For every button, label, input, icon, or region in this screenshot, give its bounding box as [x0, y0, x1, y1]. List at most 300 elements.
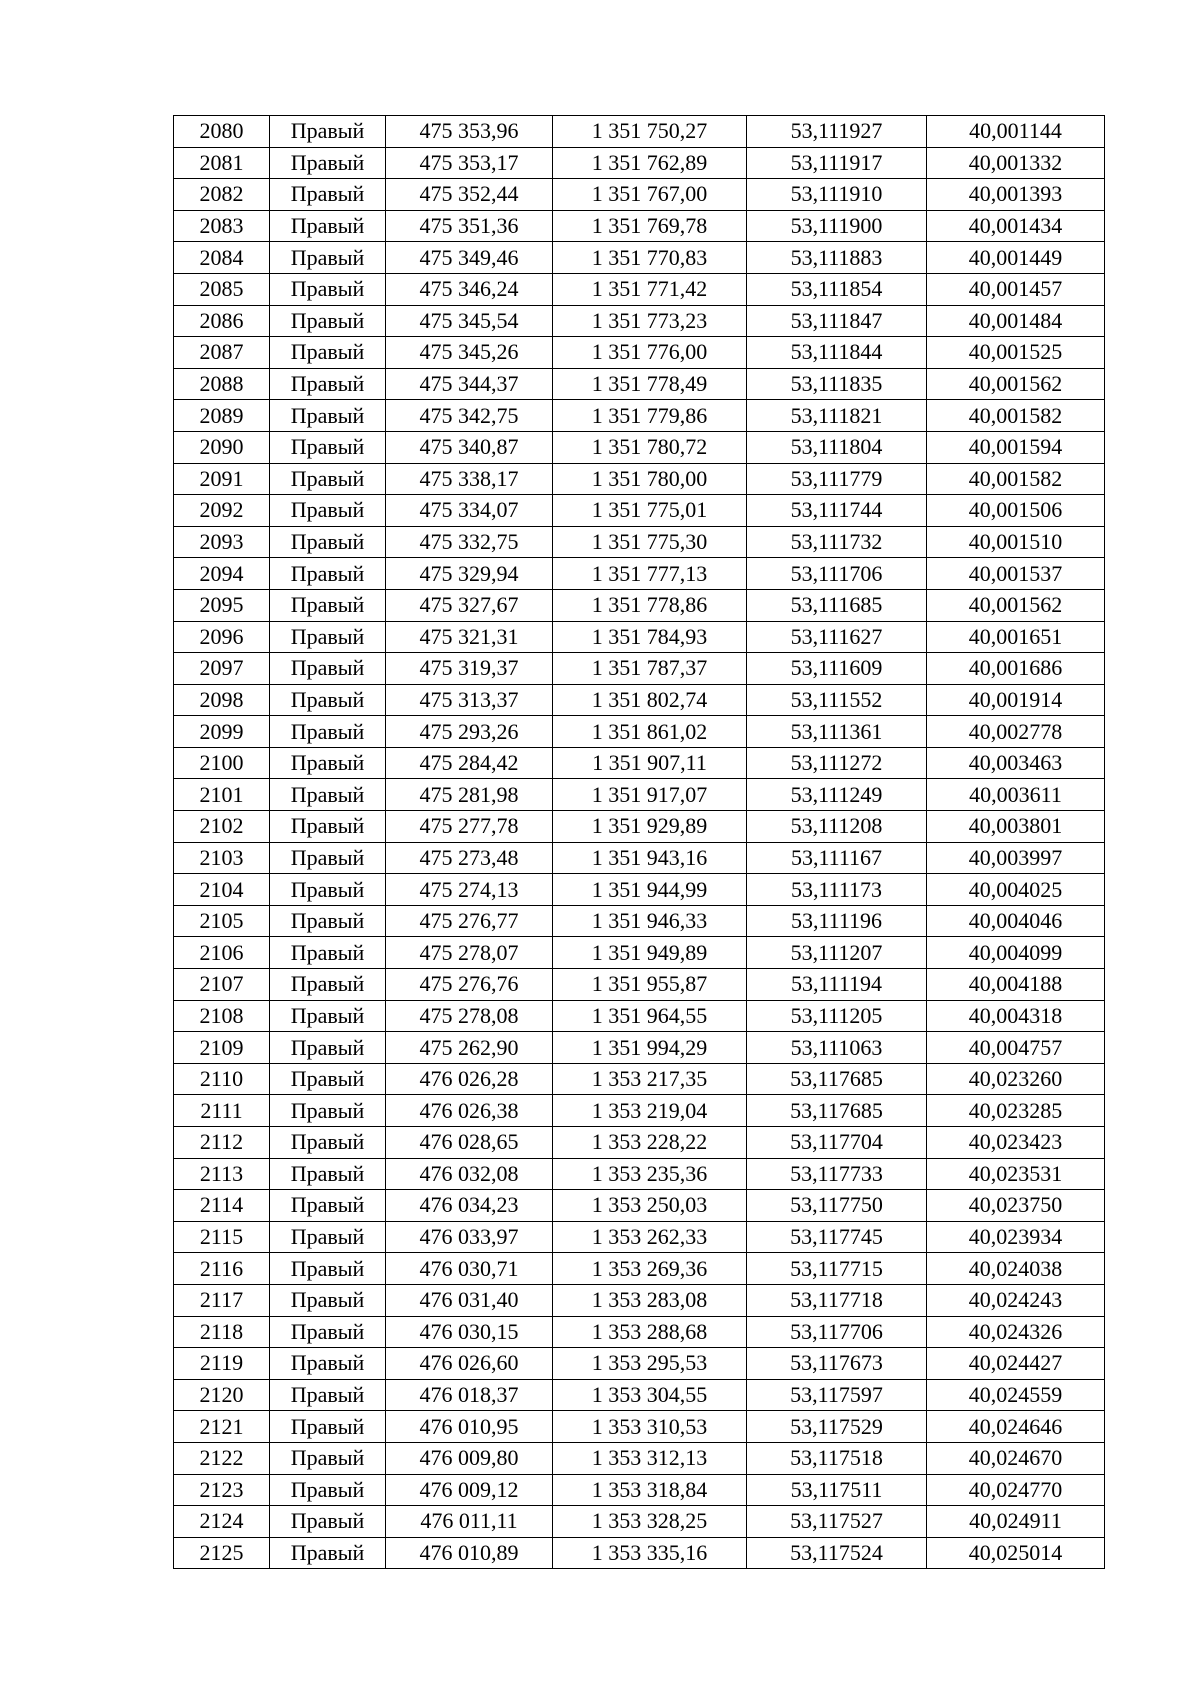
longitude-cell: 40,003997 — [927, 842, 1105, 874]
y-coordinate-cell: 1 351 949,89 — [553, 937, 747, 969]
latitude-cell: 53,117745 — [747, 1221, 927, 1253]
longitude-cell: 40,004757 — [927, 1032, 1105, 1064]
side-cell: Правый — [270, 305, 386, 337]
longitude-cell: 40,024243 — [927, 1284, 1105, 1316]
point-number-cell: 2094 — [174, 558, 270, 590]
side-cell: Правый — [270, 1284, 386, 1316]
table-row — [174, 1379, 1105, 1411]
y-coordinate-cell: 1 351 784,93 — [553, 621, 747, 653]
longitude-cell: 40,024326 — [927, 1316, 1105, 1348]
latitude-cell: 53,111208 — [747, 811, 927, 843]
table-row — [174, 147, 1105, 179]
longitude-cell: 40,023531 — [927, 1158, 1105, 1190]
longitude-cell: 40,004188 — [927, 969, 1105, 1001]
table-row — [174, 526, 1105, 558]
table-row — [174, 400, 1105, 432]
point-number-cell: 2095 — [174, 589, 270, 621]
latitude-cell: 53,111207 — [747, 937, 927, 969]
point-number-cell: 2117 — [174, 1284, 270, 1316]
table-row — [174, 179, 1105, 211]
table-row — [174, 842, 1105, 874]
table-row — [174, 779, 1105, 811]
side-cell: Правый — [270, 147, 386, 179]
side-cell: Правый — [270, 1474, 386, 1506]
point-number-cell: 2097 — [174, 653, 270, 685]
side-cell: Правый — [270, 1063, 386, 1095]
x-coordinate-cell: 475 345,54 — [386, 305, 553, 337]
x-coordinate-cell: 476 009,12 — [386, 1474, 553, 1506]
latitude-cell: 53,117511 — [747, 1474, 927, 1506]
side-cell: Правый — [270, 179, 386, 211]
point-number-cell: 2093 — [174, 526, 270, 558]
coordinates-table-body — [174, 116, 1105, 1569]
x-coordinate-cell: 476 034,23 — [386, 1190, 553, 1222]
latitude-cell: 53,111835 — [747, 368, 927, 400]
x-coordinate-cell: 475 278,07 — [386, 937, 553, 969]
longitude-cell: 40,023934 — [927, 1221, 1105, 1253]
point-number-cell: 2120 — [174, 1379, 270, 1411]
y-coordinate-cell: 1 353 228,22 — [553, 1127, 747, 1159]
y-coordinate-cell: 1 351 777,13 — [553, 558, 747, 590]
x-coordinate-cell: 475 327,67 — [386, 589, 553, 621]
x-coordinate-cell: 475 344,37 — [386, 368, 553, 400]
latitude-cell: 53,111194 — [747, 969, 927, 1001]
y-coordinate-cell: 1 351 779,86 — [553, 400, 747, 432]
longitude-cell: 40,001449 — [927, 242, 1105, 274]
point-number-cell: 2109 — [174, 1032, 270, 1064]
latitude-cell: 53,111917 — [747, 147, 927, 179]
point-number-cell: 2084 — [174, 242, 270, 274]
side-cell: Правый — [270, 1127, 386, 1159]
latitude-cell: 53,111609 — [747, 653, 927, 685]
point-number-cell: 2088 — [174, 368, 270, 400]
latitude-cell: 53,117704 — [747, 1127, 927, 1159]
table-row — [174, 905, 1105, 937]
point-number-cell: 2119 — [174, 1348, 270, 1380]
table-row — [174, 558, 1105, 590]
x-coordinate-cell: 476 028,65 — [386, 1127, 553, 1159]
x-coordinate-cell: 475 313,37 — [386, 684, 553, 716]
x-coordinate-cell: 475 277,78 — [386, 811, 553, 843]
y-coordinate-cell: 1 353 283,08 — [553, 1284, 747, 1316]
latitude-cell: 53,111779 — [747, 463, 927, 495]
side-cell: Правый — [270, 716, 386, 748]
longitude-cell: 40,001434 — [927, 210, 1105, 242]
y-coordinate-cell: 1 351 778,86 — [553, 589, 747, 621]
table-row — [174, 1190, 1105, 1222]
table-row — [174, 1032, 1105, 1064]
longitude-cell: 40,023423 — [927, 1127, 1105, 1159]
latitude-cell: 53,111927 — [747, 116, 927, 148]
side-cell: Правый — [270, 495, 386, 527]
point-number-cell: 2086 — [174, 305, 270, 337]
y-coordinate-cell: 1 351 802,74 — [553, 684, 747, 716]
x-coordinate-cell: 476 031,40 — [386, 1284, 553, 1316]
longitude-cell: 40,001144 — [927, 116, 1105, 148]
table-row — [174, 273, 1105, 305]
side-cell: Правый — [270, 1158, 386, 1190]
x-coordinate-cell: 475 293,26 — [386, 716, 553, 748]
point-number-cell: 2090 — [174, 431, 270, 463]
point-number-cell: 2111 — [174, 1095, 270, 1127]
latitude-cell: 53,111910 — [747, 179, 927, 211]
x-coordinate-cell: 475 284,42 — [386, 747, 553, 779]
longitude-cell: 40,003611 — [927, 779, 1105, 811]
point-number-cell: 2091 — [174, 463, 270, 495]
point-number-cell: 2098 — [174, 684, 270, 716]
side-cell: Правый — [270, 1442, 386, 1474]
x-coordinate-cell: 475 340,87 — [386, 431, 553, 463]
table-row — [174, 1537, 1105, 1569]
latitude-cell: 53,117685 — [747, 1095, 927, 1127]
latitude-cell: 53,111167 — [747, 842, 927, 874]
x-coordinate-cell: 475 353,17 — [386, 147, 553, 179]
latitude-cell: 53,117529 — [747, 1411, 927, 1443]
table-row — [174, 937, 1105, 969]
longitude-cell: 40,024670 — [927, 1442, 1105, 1474]
table-row — [174, 1348, 1105, 1380]
x-coordinate-cell: 476 009,80 — [386, 1442, 553, 1474]
point-number-cell: 2100 — [174, 747, 270, 779]
longitude-cell: 40,024038 — [927, 1253, 1105, 1285]
point-number-cell: 2089 — [174, 400, 270, 432]
y-coordinate-cell: 1 353 312,13 — [553, 1442, 747, 1474]
longitude-cell: 40,001506 — [927, 495, 1105, 527]
point-number-cell: 2118 — [174, 1316, 270, 1348]
latitude-cell: 53,117527 — [747, 1506, 927, 1538]
x-coordinate-cell: 475 274,13 — [386, 874, 553, 906]
x-coordinate-cell: 476 026,28 — [386, 1063, 553, 1095]
y-coordinate-cell: 1 353 295,53 — [553, 1348, 747, 1380]
side-cell: Правый — [270, 811, 386, 843]
point-number-cell: 2101 — [174, 779, 270, 811]
point-number-cell: 2104 — [174, 874, 270, 906]
x-coordinate-cell: 475 276,77 — [386, 905, 553, 937]
latitude-cell: 53,117597 — [747, 1379, 927, 1411]
side-cell: Правый — [270, 1506, 386, 1538]
point-number-cell: 2082 — [174, 179, 270, 211]
table-row — [174, 337, 1105, 369]
side-cell: Правый — [270, 1032, 386, 1064]
longitude-cell: 40,023260 — [927, 1063, 1105, 1095]
longitude-cell: 40,023750 — [927, 1190, 1105, 1222]
table-row — [174, 969, 1105, 1001]
x-coordinate-cell: 475 332,75 — [386, 526, 553, 558]
longitude-cell: 40,004046 — [927, 905, 1105, 937]
side-cell: Правый — [270, 1253, 386, 1285]
latitude-cell: 53,111844 — [747, 337, 927, 369]
table-row — [174, 431, 1105, 463]
table-row — [174, 1316, 1105, 1348]
longitude-cell: 40,001332 — [927, 147, 1105, 179]
point-number-cell: 2103 — [174, 842, 270, 874]
latitude-cell: 53,111196 — [747, 905, 927, 937]
x-coordinate-cell: 475 334,07 — [386, 495, 553, 527]
latitude-cell: 53,111744 — [747, 495, 927, 527]
latitude-cell: 53,111732 — [747, 526, 927, 558]
table-row — [174, 1284, 1105, 1316]
latitude-cell: 53,111847 — [747, 305, 927, 337]
y-coordinate-cell: 1 351 762,89 — [553, 147, 747, 179]
latitude-cell: 53,117706 — [747, 1316, 927, 1348]
point-number-cell: 2087 — [174, 337, 270, 369]
table-row — [174, 495, 1105, 527]
point-number-cell: 2099 — [174, 716, 270, 748]
longitude-cell: 40,024646 — [927, 1411, 1105, 1443]
latitude-cell: 53,111063 — [747, 1032, 927, 1064]
side-cell: Правый — [270, 621, 386, 653]
longitude-cell: 40,001651 — [927, 621, 1105, 653]
longitude-cell: 40,001582 — [927, 400, 1105, 432]
y-coordinate-cell: 1 353 328,25 — [553, 1506, 747, 1538]
point-number-cell: 2113 — [174, 1158, 270, 1190]
point-number-cell: 2083 — [174, 210, 270, 242]
x-coordinate-cell: 476 026,38 — [386, 1095, 553, 1127]
y-coordinate-cell: 1 351 955,87 — [553, 969, 747, 1001]
x-coordinate-cell: 476 010,95 — [386, 1411, 553, 1443]
point-number-cell: 2121 — [174, 1411, 270, 1443]
table-row — [174, 653, 1105, 685]
y-coordinate-cell: 1 351 964,55 — [553, 1000, 747, 1032]
point-number-cell: 2110 — [174, 1063, 270, 1095]
side-cell: Правый — [270, 463, 386, 495]
x-coordinate-cell: 475 319,37 — [386, 653, 553, 685]
y-coordinate-cell: 1 353 304,55 — [553, 1379, 747, 1411]
point-number-cell: 2115 — [174, 1221, 270, 1253]
side-cell: Правый — [270, 1379, 386, 1411]
latitude-cell: 53,111173 — [747, 874, 927, 906]
y-coordinate-cell: 1 351 778,49 — [553, 368, 747, 400]
latitude-cell: 53,111552 — [747, 684, 927, 716]
y-coordinate-cell: 1 353 235,36 — [553, 1158, 747, 1190]
longitude-cell: 40,001393 — [927, 179, 1105, 211]
side-cell: Правый — [270, 1000, 386, 1032]
y-coordinate-cell: 1 351 769,78 — [553, 210, 747, 242]
y-coordinate-cell: 1 351 787,37 — [553, 653, 747, 685]
y-coordinate-cell: 1 351 861,02 — [553, 716, 747, 748]
side-cell: Правый — [270, 937, 386, 969]
table-row — [174, 1411, 1105, 1443]
table-row — [174, 1253, 1105, 1285]
y-coordinate-cell: 1 351 907,11 — [553, 747, 747, 779]
side-cell: Правый — [270, 684, 386, 716]
table-row — [174, 368, 1105, 400]
longitude-cell: 40,024911 — [927, 1506, 1105, 1538]
longitude-cell: 40,025014 — [927, 1537, 1105, 1569]
x-coordinate-cell: 476 026,60 — [386, 1348, 553, 1380]
latitude-cell: 53,117718 — [747, 1284, 927, 1316]
x-coordinate-cell: 475 276,76 — [386, 969, 553, 1001]
table-row — [174, 463, 1105, 495]
point-number-cell: 2112 — [174, 1127, 270, 1159]
x-coordinate-cell: 475 346,24 — [386, 273, 553, 305]
point-number-cell: 2106 — [174, 937, 270, 969]
table-row — [174, 210, 1105, 242]
latitude-cell: 53,111821 — [747, 400, 927, 432]
side-cell: Правый — [270, 558, 386, 590]
x-coordinate-cell: 476 030,71 — [386, 1253, 553, 1285]
table-row — [174, 1095, 1105, 1127]
y-coordinate-cell: 1 351 767,00 — [553, 179, 747, 211]
longitude-cell: 40,001594 — [927, 431, 1105, 463]
y-coordinate-cell: 1 353 250,03 — [553, 1190, 747, 1222]
point-number-cell: 2096 — [174, 621, 270, 653]
point-number-cell: 2102 — [174, 811, 270, 843]
y-coordinate-cell: 1 351 771,42 — [553, 273, 747, 305]
longitude-cell: 40,001484 — [927, 305, 1105, 337]
table-row — [174, 1221, 1105, 1253]
latitude-cell: 53,117518 — [747, 1442, 927, 1474]
latitude-cell: 53,117750 — [747, 1190, 927, 1222]
table-row — [174, 305, 1105, 337]
table-row — [174, 874, 1105, 906]
point-number-cell: 2122 — [174, 1442, 270, 1474]
side-cell: Правый — [270, 653, 386, 685]
y-coordinate-cell: 1 353 288,68 — [553, 1316, 747, 1348]
y-coordinate-cell: 1 353 310,53 — [553, 1411, 747, 1443]
y-coordinate-cell: 1 351 943,16 — [553, 842, 747, 874]
table-row — [174, 747, 1105, 779]
y-coordinate-cell: 1 353 335,16 — [553, 1537, 747, 1569]
side-cell: Правый — [270, 1537, 386, 1569]
x-coordinate-cell: 476 010,89 — [386, 1537, 553, 1569]
x-coordinate-cell: 475 345,26 — [386, 337, 553, 369]
table-row — [174, 1000, 1105, 1032]
side-cell: Правый — [270, 747, 386, 779]
x-coordinate-cell: 475 349,46 — [386, 242, 553, 274]
x-coordinate-cell: 476 033,97 — [386, 1221, 553, 1253]
table-row — [174, 1063, 1105, 1095]
x-coordinate-cell: 475 321,31 — [386, 621, 553, 653]
y-coordinate-cell: 1 351 929,89 — [553, 811, 747, 843]
y-coordinate-cell: 1 353 262,33 — [553, 1221, 747, 1253]
longitude-cell: 40,024770 — [927, 1474, 1105, 1506]
point-number-cell: 2085 — [174, 273, 270, 305]
table-row — [174, 621, 1105, 653]
y-coordinate-cell: 1 351 780,00 — [553, 463, 747, 495]
side-cell: Правый — [270, 589, 386, 621]
side-cell: Правый — [270, 1221, 386, 1253]
latitude-cell: 53,111249 — [747, 779, 927, 811]
longitude-cell: 40,024559 — [927, 1379, 1105, 1411]
longitude-cell: 40,002778 — [927, 716, 1105, 748]
x-coordinate-cell: 476 032,08 — [386, 1158, 553, 1190]
point-number-cell: 2105 — [174, 905, 270, 937]
longitude-cell: 40,001537 — [927, 558, 1105, 590]
table-row — [174, 811, 1105, 843]
table-row — [174, 716, 1105, 748]
point-number-cell: 2081 — [174, 147, 270, 179]
latitude-cell: 53,117733 — [747, 1158, 927, 1190]
table-row — [174, 589, 1105, 621]
longitude-cell: 40,001562 — [927, 589, 1105, 621]
coordinates-table — [173, 115, 1105, 1569]
y-coordinate-cell: 1 351 917,07 — [553, 779, 747, 811]
longitude-cell: 40,023285 — [927, 1095, 1105, 1127]
side-cell: Правый — [270, 400, 386, 432]
point-number-cell: 2123 — [174, 1474, 270, 1506]
longitude-cell: 40,024427 — [927, 1348, 1105, 1380]
y-coordinate-cell: 1 351 776,00 — [553, 337, 747, 369]
latitude-cell: 53,117524 — [747, 1537, 927, 1569]
x-coordinate-cell: 476 011,11 — [386, 1506, 553, 1538]
side-cell: Правый — [270, 779, 386, 811]
longitude-cell: 40,001686 — [927, 653, 1105, 685]
point-number-cell: 2092 — [174, 495, 270, 527]
side-cell: Правый — [270, 431, 386, 463]
x-coordinate-cell: 476 018,37 — [386, 1379, 553, 1411]
latitude-cell: 53,111205 — [747, 1000, 927, 1032]
table-row — [174, 1506, 1105, 1538]
x-coordinate-cell: 475 273,48 — [386, 842, 553, 874]
side-cell: Правый — [270, 842, 386, 874]
side-cell: Правый — [270, 874, 386, 906]
longitude-cell: 40,001582 — [927, 463, 1105, 495]
longitude-cell: 40,001525 — [927, 337, 1105, 369]
latitude-cell: 53,117685 — [747, 1063, 927, 1095]
y-coordinate-cell: 1 351 944,99 — [553, 874, 747, 906]
longitude-cell: 40,003801 — [927, 811, 1105, 843]
y-coordinate-cell: 1 351 775,30 — [553, 526, 747, 558]
side-cell: Правый — [270, 969, 386, 1001]
y-coordinate-cell: 1 351 780,72 — [553, 431, 747, 463]
latitude-cell: 53,111361 — [747, 716, 927, 748]
x-coordinate-cell: 476 030,15 — [386, 1316, 553, 1348]
y-coordinate-cell: 1 353 269,36 — [553, 1253, 747, 1285]
latitude-cell: 53,111706 — [747, 558, 927, 590]
latitude-cell: 53,111627 — [747, 621, 927, 653]
table-row — [174, 684, 1105, 716]
longitude-cell: 40,001562 — [927, 368, 1105, 400]
y-coordinate-cell: 1 353 219,04 — [553, 1095, 747, 1127]
y-coordinate-cell: 1 351 994,29 — [553, 1032, 747, 1064]
longitude-cell: 40,001457 — [927, 273, 1105, 305]
x-coordinate-cell: 475 278,08 — [386, 1000, 553, 1032]
y-coordinate-cell: 1 353 217,35 — [553, 1063, 747, 1095]
point-number-cell: 2116 — [174, 1253, 270, 1285]
y-coordinate-cell: 1 351 946,33 — [553, 905, 747, 937]
longitude-cell: 40,004025 — [927, 874, 1105, 906]
point-number-cell: 2114 — [174, 1190, 270, 1222]
table-row — [174, 116, 1105, 148]
side-cell: Правый — [270, 1095, 386, 1127]
side-cell: Правый — [270, 905, 386, 937]
table-row — [174, 1158, 1105, 1190]
table-row — [174, 1442, 1105, 1474]
x-coordinate-cell: 475 351,36 — [386, 210, 553, 242]
longitude-cell: 40,004099 — [927, 937, 1105, 969]
x-coordinate-cell: 475 352,44 — [386, 179, 553, 211]
side-cell: Правый — [270, 242, 386, 274]
table-row — [174, 242, 1105, 274]
y-coordinate-cell: 1 351 750,27 — [553, 116, 747, 148]
point-number-cell: 2125 — [174, 1537, 270, 1569]
longitude-cell: 40,001510 — [927, 526, 1105, 558]
side-cell: Правый — [270, 116, 386, 148]
table-row — [174, 1127, 1105, 1159]
side-cell: Правый — [270, 368, 386, 400]
x-coordinate-cell: 475 262,90 — [386, 1032, 553, 1064]
point-number-cell: 2108 — [174, 1000, 270, 1032]
x-coordinate-cell: 475 338,17 — [386, 463, 553, 495]
longitude-cell: 40,003463 — [927, 747, 1105, 779]
side-cell: Правый — [270, 337, 386, 369]
side-cell: Правый — [270, 1411, 386, 1443]
side-cell: Правый — [270, 1190, 386, 1222]
x-coordinate-cell: 475 329,94 — [386, 558, 553, 590]
side-cell: Правый — [270, 1316, 386, 1348]
side-cell: Правый — [270, 1348, 386, 1380]
